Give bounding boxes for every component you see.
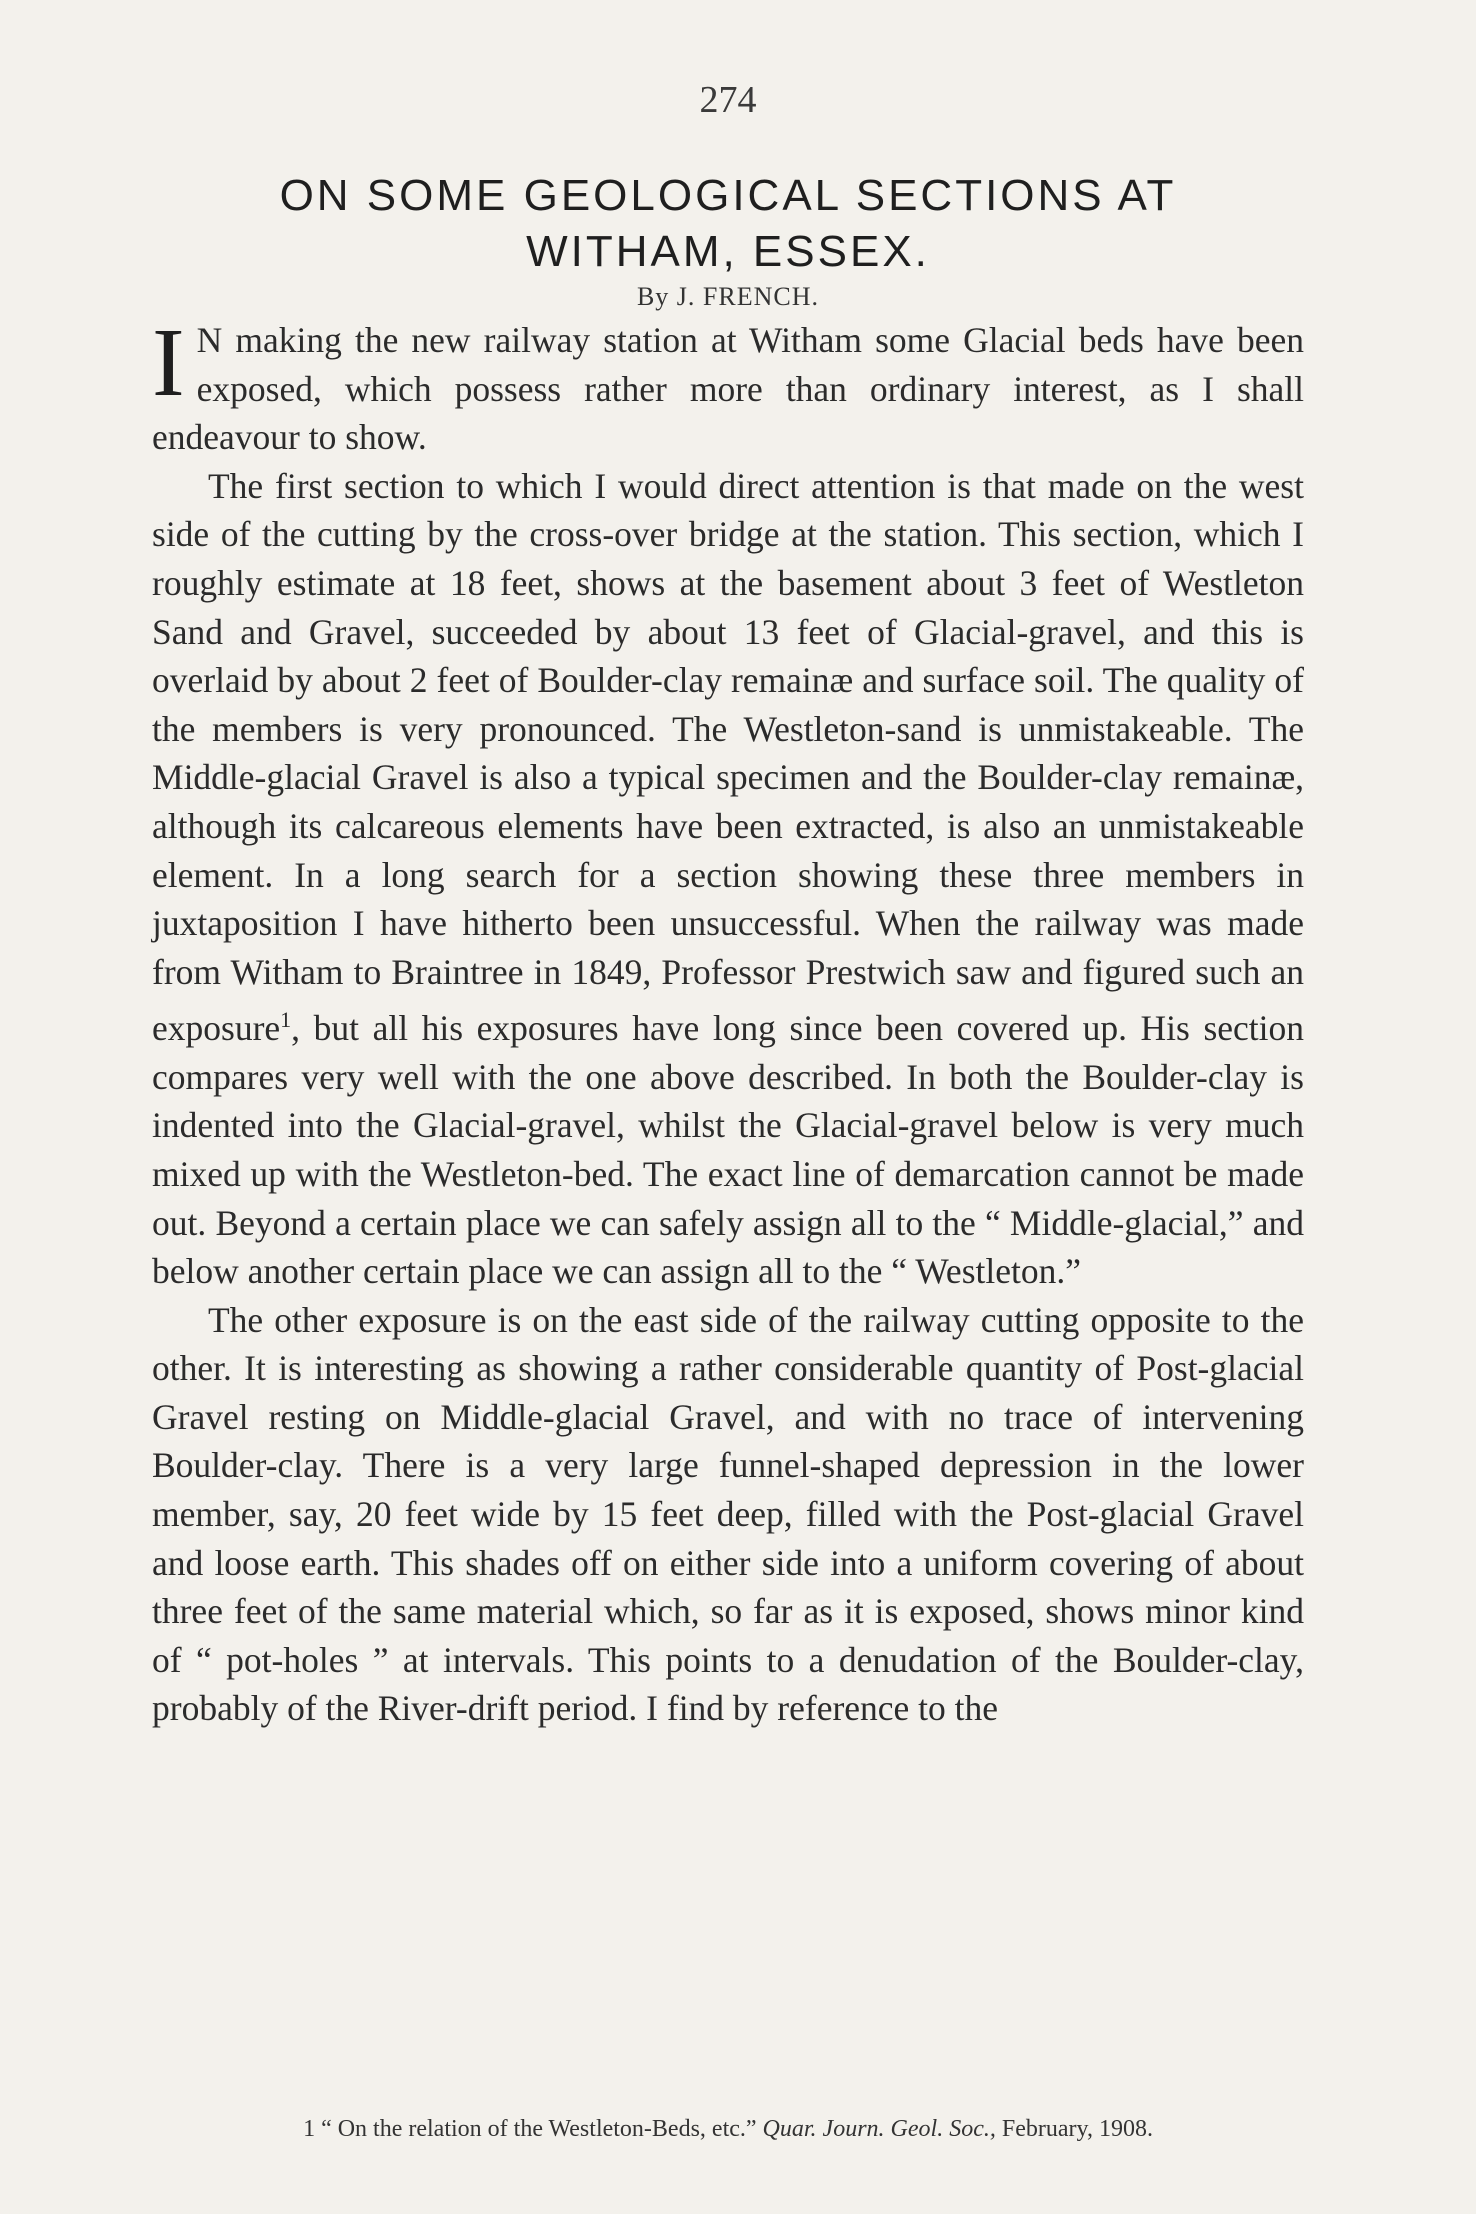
title-line-1: ON SOME GEOLOGICAL SECTIONS AT xyxy=(279,171,1177,220)
footnote-number: 1 xyxy=(303,2116,316,2142)
footnote-text: “ On the relation of the Westleton-Beds, etc.” xyxy=(321,2116,757,2142)
footnote xyxy=(152,2116,1304,2143)
paragraph-2 xyxy=(152,462,1304,1296)
drop-cap: I xyxy=(152,309,185,417)
footnote-date: February, 1908. xyxy=(1001,2116,1153,2142)
article-body xyxy=(152,309,1304,1733)
paragraph-3 xyxy=(152,1296,1304,1733)
paragraph-3-text: The other exposure is on the east side of the railway cutting opposite to the other. It is interesting as showing a rather considerable quantity of Post-glacial Gravel resting on Middle-glacial Gravel, and with no trace of intervening Boulder-clay. There is a very large funnel-shaped depression in the lower member, say, 20 feet wide by 15 feet deep, filled with the Post-glacial Gravel and loose earth. This shades off on either side into a uniform covering of about three feet of the same material which, so far as it is exposed, shows minor kind of “ pot-holes ” at intervals. This points to a denudation of the Boulder-clay, probably of the River-drift period. I find by reference to the xyxy=(152,1299,1304,1729)
author-byline: By J. FRENCH. xyxy=(636,282,820,311)
paragraph-1-text: N making the new railway station at Witham some Glacial beds have been exposed, which possess rather more than ordinary interest, as I shall endeavour to show. xyxy=(152,320,1304,458)
paragraph-1 xyxy=(152,309,1304,462)
footnote-journal: Quar. Journ. Geol. Soc., xyxy=(762,2116,996,2142)
article-title xyxy=(152,168,1304,280)
paragraph-2-text-continued: , but all his exposures have long since been covered up. His section compares very well with the one above described. In both the Boulder-clay is indented into the Glacial-gravel, whilst the Glacial-gravel below is very much mixed up with the Westleton-bed. The exact line of demarcation cannot be made out. Beyond a certain place we can safely assign all to the “ Middle-glacial,” and below another certain place we can assign all to the “ Westleton.” xyxy=(152,1008,1304,1292)
page-number: 274 xyxy=(699,79,757,121)
paragraph-2-text: The first section to which I would direct attention is that made on the west side of the cutting by the cross-over bridge at the station. This section, which I roughly estimate at 18 feet, shows at the basement about 3 feet of Westleton Sand and Gravel, succeeded by about 13 feet of Glacial-gravel, and this is overlaid by about 2 feet of Boulder-clay remainæ and surface soil. The quality of the members is very pronounced. The Westleton-sand is unmistakeable. The Middle-glacial Gravel is also a typical specimen and the Boulder-clay remainæ, although its calcareous elements have been extracted, is also an unmistakeable element. In a long search for a section showing these three members in juxtaposition I have hitherto been unsuccessful. When the railway was made from Witham to Braintree in 1849, Professor Prestwich saw and figured such an exposure xyxy=(152,465,1304,1049)
footnote-reference: 1 xyxy=(280,1007,292,1033)
title-line-2: WITHAM, ESSEX. xyxy=(526,227,930,276)
